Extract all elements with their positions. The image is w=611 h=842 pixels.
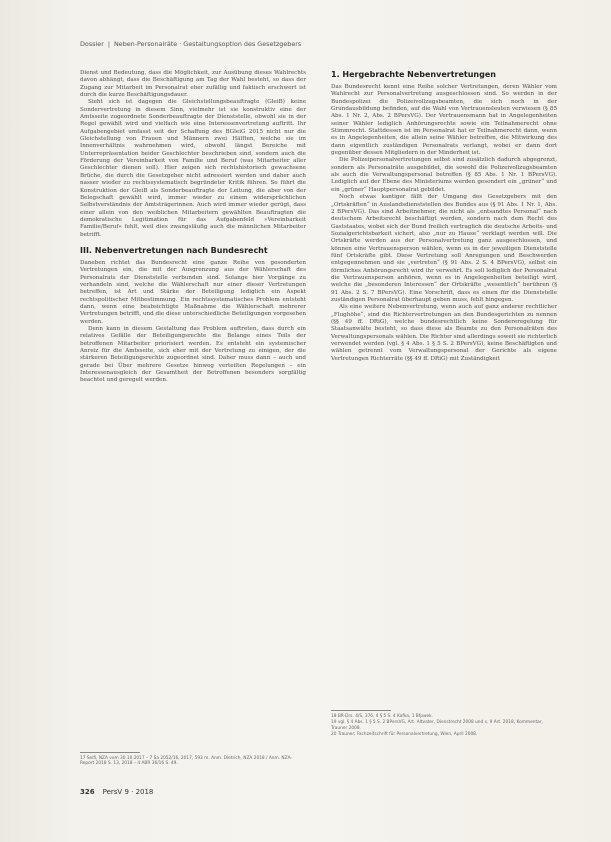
right-paragraph: Als eine weitere Nebenvertretung, wenn auch auf ganz anderer rechtlicher „Flughöhe“, sind die Richtervertretungen an den Bundesgerichten zu nennen (§§ 49 ff. DRiG), welche bundesrechtlich keine Sondereregelung für Staatsanwälte besteht, so dass diese als Beamte zu den Personalräten des Verwaltungspersonals wählen. Die Richter sind allerdings soweit sie richterlich verwendet werden (vgl. § 4 Abs. 1 § 5 S. 2 BPersVG), keine Beschäftigten und wählen getrennt vom Verwaltungspersonal der Gerichte als eigene Vertretungen Richterräte (§§ 49 ff. DRiG) mit Zuständigkeit <box>331 304 557 362</box>
left-paragraph: Denn kann in diesem Gestaltung das Problem auftreten, dass durch ein relatives Gefälle der Beteiligungsrechte die Belange eines Teils der betroffenen Mitarbeiter priorisiert werden. Es entsteht ein systemischer Anreiz für die Amtsseite, sich eher mit der Vertretung zu einigen, der die stärkeren Beteiligungsrechte zugeordnet sind. Daher muss dann – auch und gerade bei Über mehrere Gesetze hinweg verteilten Regelungen – ein Interessenausgleich der Gesamtheit der Betroffenen besonders sorgfältig beachtet und geregelt werden. <box>80 326 306 384</box>
footnote-rule-right <box>331 710 391 711</box>
running-head-topic: Neben-Personalräte · Gestaltungsoption des Gesetzgebers <box>113 40 302 48</box>
subsection-heading: 1. Hergebrachte Nebenvertretungen <box>331 70 496 79</box>
running-head <box>80 40 301 48</box>
left-paragraph: Sieht sich ist dagegen die Gleichstellungsbeauftragte (GleiB) keine Sondervertretung in diesem Sinn, vielmehr ist sie konstruktiv eine der Amtsseite zugeordnete Sonderbeauftragte der Dienststelle, obwohl sie in der Regel gewählt wird und vielfach wie eine Interessenvertretung auftritt. Ihr Aufgabengebiet umfasst seit der Schaffung des BGleiG 2015 nicht nur die Gleichstellung von Frauen und Männern zwei Hälften, welche sie im Innenverhältnis wahrnehmen wird, obwohl längst Bereiche mit Unterrepräsentation beider Geschlechter beschrieben sind, sondern auch die Förderung der Vereinbarkeit von Familie und Beruf (was Mitarbeiter aller Geschlechter dienen soll). Hier zeigen sich rechtshistorisch gewachsene Brüche, die durch die Gesetzgeber nicht adressiert werden und daher auch nasser wieder zu rechtssystematisch begründeter Kritik führen. So führt die Konstruktion der GleiB als Sonderbeauftragte der Leitung, die aber von der Belegschaft gewählt wird, immer wieder zu einem widersprüchlichen Selbstverständnis der Amtsträgerinnen. Auch wird immer wieder gerügt, dass einer allein von den weiblichen Mitarbeitern gewählten Beauftragten die demokratische Legitimation für das Aufgabenfeld »Vereinbarkeit Familie/Beruf« fehlt, weil dies zwangsläufig auch die männlichen Mitarbeiter betrifft. <box>80 99 306 238</box>
right-column <box>331 70 557 363</box>
journal-issue: PersV 9 · 2018 <box>102 788 154 796</box>
footnotes-left <box>80 756 300 768</box>
page-number: 326 <box>80 788 95 796</box>
page-footer <box>80 788 153 796</box>
footnotes-right <box>331 714 551 738</box>
footnote: 20 Trauner, Fachzeitschrift für Personalvertretung, Wien, April 2008. <box>331 731 478 737</box>
right-paragraph: Noch etwas kantiger fällt der Umgang des Gesetzgebers mit den „Ortskräften“ in Auslandsdienststellen des Bundes aus (§ 91 Abs. 1 Nr. 1, Abs. 2 BPersVG). Das sind Arbeitnehmer, die nicht als „entsandtes Personal“ nach deutschem Arbeitsrecht beschäftigt werden, sondern nach dem Recht des Gaststaates, wobei sich der Bund freilich vertraglich die deutsche Arbeits- und Sozialgerichtsbarkeit sichert, also „nur zu Hause“ verklagt werden will. Die Ortskräfte werden aus der Personalvertretung ganz ausgeschlossen, und können eine Vertrauensperson wählen, wenn es in der jeweiligen Dienststelle fünf Ortskräfte gibt. Diese Vertretung soll Anregungen und Beschwerden entgegennehmen und sie „vertreten“ (§ 91 Abs. 2 S. 4 BPersVG), selbst ein förmliches Anhörungsrecht wird ihr verwehrt. Es soll lediglich der Personalrat die Vertrauensperson anhören, wenn es in Angelegenheiten beteiligt wird, welche die „besonderen Interessen“ der Ortskräfte „wesentlich“ berühren (§ 91 Abs. 2 S. 7 BPersVG). Eine Vorschrift, dass es einen für die Dienststelle zuständigen Personalrat überhaupt geben muss, fehlt hingegen. <box>331 194 557 303</box>
footnote: 17 Seifi, NZA vom 30.10.2017 – 7 Sa 2052/16, 2017, 593 m. Anm. Dietrich, NZA 2018 / Anm. NZA-Report 2018 S. 13, 2018 – 4 ABR 36/16 S. 49. <box>80 756 292 767</box>
left-paragraph: Dienst und Bedeutung, dass die Möglichkeit, zur Ausübung dieses Wahlrechts davon abhängt, dass die Beschäftigung am Tag der Wahl besteht, so dass der Zugang zur Mitarbeit im Personalrat eher zufällig und faktisch erschwert ist durch die kurze Beschäftigungsdauer. <box>80 70 306 99</box>
running-head-separator: | <box>107 40 110 48</box>
footnote: 18 BR-Drs. 4/S, 376, 4 § 5 S. 4 Kafka, 1 Bfpwek. <box>331 714 434 719</box>
footnote-rule-left <box>80 752 140 753</box>
footnote: 19 vgl. § 4 Abs. 1 § 5 S. 2 BPersVG, Art. Altvater, Dienstrecht 2008 und s. 9 Art. 2018, Kommentar, Trauner 2008. <box>331 720 543 731</box>
left-column <box>80 70 306 385</box>
right-paragraph: Das Bundesrecht kennt eine Reihe solcher Vertretungen, deren Wähler vom Wahlrecht zur Personalvertretung ausgeschlossen sind. So werden in der Bundespolizei die Polizeivollzugsbeamten, die sich noch in der Grundausbildung befinden, auf die Wahl von Vertrauensleuten verwiesen (§ 85 Abs. 1 Nr. 2, Abs. 2 BPersVG). Der Vertrauensmann hat in Angelegenheiten seiner Wähler lediglich Anhörungsrechte sowie ein Teilnahmerecht ohne Stimmrecht. Stattdessen ist im Personalrat hat er Teilnahmerecht dann, wenn es in Angelegenheiten, die allein seine Wähler betreffen, die Mitwirkung des dann eigentlich zuständigen Personalrats verlangt, wobei er dann dort gegenüber dessen Mitgliedern in der Minderheit ist. <box>331 84 557 157</box>
running-head-section: Dossier <box>80 40 104 48</box>
right-paragraph: Die Polizeipersonalvertretungen selbst sind zusätzlich dadurch abgegrenzt, sondern als Personalräte ausgebildet, die sowohl die Polizeivollzugsbeamten als auch die Verwaltungspersonal betreffen (§ 85 Abs. 1 Nr. 1 BPersVG). Lediglich auf der Ebene des Ministeriums werden gesondert ein „grüner“ und ein „grüner“ Hauptpersonalrat gebildet. <box>331 157 557 193</box>
section-heading: III. Nebenvertretungen nach Bundesrecht <box>80 245 268 255</box>
left-paragraph: Daneben richtet das Bundesrecht eine ganze Reihe von gesonderten Vertretungen ein, die mit der Ausgrenzung aus der Wählerschaft des Personalrats der Dienststelle verbunden sind. Solange hier Vorgänge zu verhandeln sind, welche die Wählerschaft nur einer dieser Vertretungen betreffen, ist Art und Stärke der Beteiligung lediglich ein Aspekt rechtspolitischer Mitbestimmung. Ein rechtssystematisches Problem entsteht dann, wenn eine beabsichtigte Maßnahme die Wählerschaft mehrerer Vertretungen betrifft, und die diese unterschiedliche Beteiligungen vorgesehen werden. <box>80 259 306 325</box>
